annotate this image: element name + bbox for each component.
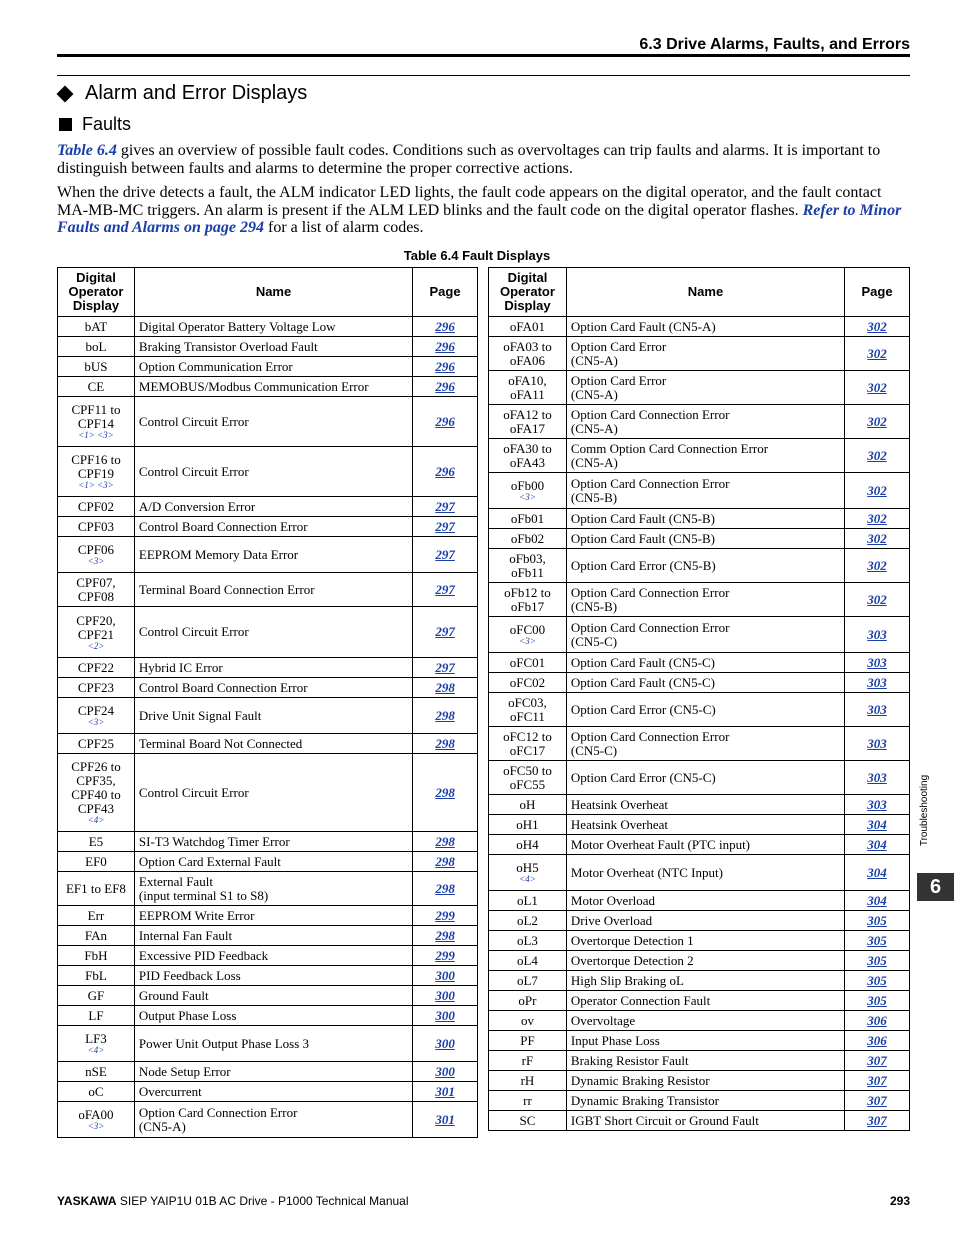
fault-name: EEPROM Memory Data Error bbox=[134, 537, 412, 573]
fault-name: Option Card Connection Error (CN5-B) bbox=[566, 473, 844, 509]
page-link[interactable]: 302 bbox=[845, 405, 910, 439]
page-link[interactable]: 307 bbox=[845, 1091, 910, 1111]
table-header-row bbox=[58, 268, 478, 317]
fault-name: Option Card Error (CN5-A) bbox=[566, 371, 844, 405]
fault-name: Node Setup Error bbox=[134, 1062, 412, 1082]
table-row bbox=[58, 966, 478, 986]
page-link[interactable]: 297 bbox=[413, 573, 478, 607]
fault-name: Overtorque Detection 1 bbox=[566, 931, 844, 951]
page-link[interactable]: 297 bbox=[413, 607, 478, 658]
table-row bbox=[489, 1111, 910, 1131]
page-link[interactable]: 303 bbox=[845, 673, 910, 693]
table-row bbox=[58, 832, 478, 852]
fault-code: nSE bbox=[58, 1062, 135, 1082]
page-link[interactable]: 298 bbox=[413, 734, 478, 754]
table-row bbox=[58, 357, 478, 377]
fault-code: oFC01 bbox=[489, 653, 567, 673]
fault-code: LF3 <4> bbox=[58, 1026, 135, 1062]
table-row bbox=[58, 317, 478, 337]
fault-name: Control Board Connection Error bbox=[134, 517, 412, 537]
table-row bbox=[58, 926, 478, 946]
fault-name: External Fault (input terminal S1 to S8) bbox=[134, 872, 412, 906]
table-row bbox=[58, 1026, 478, 1062]
table-row bbox=[489, 951, 910, 971]
fault-name: Terminal Board Not Connected bbox=[134, 734, 412, 754]
header-display: Digital Operator Display bbox=[58, 268, 135, 317]
intro-paragraph bbox=[57, 142, 912, 177]
fault-code: oFA12 to oFA17 bbox=[489, 405, 567, 439]
footnote-ref: <3> bbox=[87, 717, 105, 727]
fault-code: oFA01 bbox=[489, 317, 567, 337]
fault-code: FAn bbox=[58, 926, 135, 946]
fault-name: High Slip Braking oL bbox=[566, 971, 844, 991]
fault-code: SC bbox=[489, 1111, 567, 1131]
footnote-ref: <1> <3> bbox=[78, 480, 114, 490]
table-row bbox=[489, 991, 910, 1011]
fault-code: E5 bbox=[58, 832, 135, 852]
page-link[interactable]: 303 bbox=[845, 693, 910, 727]
table-row bbox=[58, 497, 478, 517]
page-link[interactable]: 296 bbox=[413, 317, 478, 337]
fault-table-left bbox=[57, 267, 478, 1138]
fault-name: Option Card Connection Error (CN5-B) bbox=[566, 583, 844, 617]
heading-faults bbox=[57, 114, 131, 135]
table-row bbox=[58, 734, 478, 754]
fault-name: SI-T3 Watchdog Timer Error bbox=[134, 832, 412, 852]
fault-code: CPF06 <3> bbox=[58, 537, 135, 573]
page-link[interactable]: 305 bbox=[845, 951, 910, 971]
page-link[interactable]: 304 bbox=[845, 891, 910, 911]
table-row bbox=[58, 1006, 478, 1026]
fault-name: PID Feedback Loss bbox=[134, 966, 412, 986]
fault-name: Ground Fault bbox=[134, 986, 412, 1006]
fault-name: Drive Overload bbox=[566, 911, 844, 931]
fault-code: oL4 bbox=[489, 951, 567, 971]
fault-code: oL2 bbox=[489, 911, 567, 931]
table-caption: Table 6.4 Fault Displays bbox=[403, 248, 551, 263]
table-row bbox=[489, 1031, 910, 1051]
fault-name: Dynamic Braking Transistor bbox=[566, 1091, 844, 1111]
minor-faults-link[interactable]: Refer to Minor Faults and Alarms on page 294 bbox=[57, 201, 902, 236]
table-row bbox=[489, 835, 910, 855]
para2-text: When the drive detects a fault, the ALM indicator LED lights, the fault code appears on the digital operator, and the fault contact MA-MB-MC triggers. An alarm is present if the ALM LED blinks and the fault code on the digital operator flashes. bbox=[57, 184, 882, 219]
page-link[interactable]: 307 bbox=[845, 1071, 910, 1091]
table-row bbox=[489, 337, 910, 371]
page-link[interactable]: 299 bbox=[413, 946, 478, 966]
page-link[interactable]: 296 bbox=[413, 377, 478, 397]
fault-name: Control Circuit Error bbox=[134, 607, 412, 658]
heading1-text: Alarm and Error Displays bbox=[85, 82, 308, 104]
table-row bbox=[58, 607, 478, 658]
page-link[interactable]: 298 bbox=[413, 698, 478, 734]
page-link[interactable]: 302 bbox=[845, 583, 910, 617]
fault-name: Excessive PID Feedback bbox=[134, 946, 412, 966]
fault-code: Err bbox=[58, 906, 135, 926]
page-link[interactable]: 297 bbox=[413, 497, 478, 517]
fault-code: CPF16 to CPF19 <1> <3> bbox=[58, 447, 135, 497]
fault-name: Option Card Fault (CN5-C) bbox=[566, 673, 844, 693]
page-link[interactable]: 297 bbox=[413, 517, 478, 537]
fault-code: boL bbox=[58, 337, 135, 357]
fault-name: IGBT Short Circuit or Ground Fault bbox=[566, 1111, 844, 1131]
table-row bbox=[489, 891, 910, 911]
page-link[interactable]: 298 bbox=[413, 852, 478, 872]
fault-name: Control Board Connection Error bbox=[134, 678, 412, 698]
fault-code: PF bbox=[489, 1031, 567, 1051]
fault-code: oFC03, oFC11 bbox=[489, 693, 567, 727]
page-link[interactable]: 303 bbox=[845, 653, 910, 673]
table-row bbox=[58, 517, 478, 537]
fault-code: oFb01 bbox=[489, 509, 567, 529]
fault-code: oL1 bbox=[489, 891, 567, 911]
page-link[interactable]: 304 bbox=[845, 815, 910, 835]
table-row bbox=[58, 337, 478, 357]
fault-code: oFb02 bbox=[489, 529, 567, 549]
heading-alarm-error-displays bbox=[57, 82, 307, 105]
page-link[interactable]: 305 bbox=[845, 971, 910, 991]
fault-code: EF1 to EF8 bbox=[58, 872, 135, 906]
table-row bbox=[58, 678, 478, 698]
table-row bbox=[489, 317, 910, 337]
fault-name: Dynamic Braking Resistor bbox=[566, 1071, 844, 1091]
fault-code: oL3 bbox=[489, 931, 567, 951]
page-link[interactable]: 307 bbox=[845, 1111, 910, 1131]
table-row bbox=[489, 795, 910, 815]
fault-name: Overtorque Detection 2 bbox=[566, 951, 844, 971]
page-link[interactable]: 303 bbox=[845, 617, 910, 653]
fault-name: Option Card External Fault bbox=[134, 852, 412, 872]
fault-name: Heatsink Overheat bbox=[566, 815, 844, 835]
fault-name: Option Card Connection Error (CN5-A) bbox=[566, 405, 844, 439]
fault-name: Option Card Error (CN5-A) bbox=[566, 337, 844, 371]
page-link[interactable]: 302 bbox=[845, 473, 910, 509]
footnote-ref: <3> bbox=[519, 492, 536, 502]
page-link[interactable]: 296 bbox=[413, 447, 478, 497]
page-link[interactable]: 300 bbox=[413, 1062, 478, 1082]
fault-code: CPF22 bbox=[58, 658, 135, 678]
table-row bbox=[58, 397, 478, 447]
page-link[interactable]: 302 bbox=[845, 371, 910, 405]
page-link[interactable]: 305 bbox=[845, 911, 910, 931]
fault-code: LF bbox=[58, 1006, 135, 1026]
header-page: Page bbox=[413, 268, 478, 317]
table-row bbox=[489, 911, 910, 931]
fault-name: Option Card Error (CN5-B) bbox=[566, 549, 844, 583]
table-link[interactable]: Table 6.4 bbox=[57, 142, 117, 159]
page-link[interactable]: 302 bbox=[845, 529, 910, 549]
fault-name: Motor Overheat (NTC Input) bbox=[566, 855, 844, 891]
page-link[interactable]: 302 bbox=[845, 549, 910, 583]
table-row bbox=[489, 509, 910, 529]
footnote-ref: <4> bbox=[87, 1045, 105, 1055]
page-link[interactable]: 298 bbox=[413, 678, 478, 698]
fault-name: Control Circuit Error bbox=[134, 447, 412, 497]
table-row bbox=[58, 754, 478, 832]
fault-code: oH5 <4> bbox=[489, 855, 567, 891]
fault-code: oFA30 to oFA43 bbox=[489, 439, 567, 473]
fault-name: Comm Option Card Connection Error (CN5-A) bbox=[566, 439, 844, 473]
table-row bbox=[58, 377, 478, 397]
page-link[interactable]: 300 bbox=[413, 1006, 478, 1026]
fault-name: Option Card Connection Error (CN5-C) bbox=[566, 727, 844, 761]
table-row bbox=[489, 761, 910, 795]
fault-code: oH1 bbox=[489, 815, 567, 835]
fault-code: CPF02 bbox=[58, 497, 135, 517]
table-row bbox=[489, 473, 910, 509]
page-link[interactable]: 296 bbox=[413, 397, 478, 447]
table-row bbox=[489, 1011, 910, 1031]
table-row bbox=[58, 573, 478, 607]
page-link[interactable]: 306 bbox=[845, 1031, 910, 1051]
footnote-ref: <3> bbox=[87, 556, 105, 566]
page-link[interactable]: 305 bbox=[845, 991, 910, 1011]
fault-code: rH bbox=[489, 1071, 567, 1091]
side-section-label bbox=[917, 774, 941, 857]
fault-code: oC bbox=[58, 1082, 135, 1102]
table-row bbox=[489, 439, 910, 473]
fault-name: MEMOBUS/Modbus Communication Error bbox=[134, 377, 412, 397]
table-row bbox=[58, 1082, 478, 1102]
header-rule bbox=[57, 54, 910, 57]
table-row bbox=[58, 1102, 478, 1138]
fault-name: EEPROM Write Error bbox=[134, 906, 412, 926]
fault-name: Option Communication Error bbox=[134, 357, 412, 377]
chapter-tab[interactable]: 6 bbox=[917, 873, 954, 901]
footer-brand: YASKAWA bbox=[57, 1194, 117, 1208]
fault-code: CPF23 bbox=[58, 678, 135, 698]
fault-name: Option Card Error (CN5-C) bbox=[566, 693, 844, 727]
page-link[interactable]: 302 bbox=[845, 509, 910, 529]
fault-name: Overcurrent bbox=[134, 1082, 412, 1102]
fault-name: Input Phase Loss bbox=[566, 1031, 844, 1051]
fault-code: CPF25 bbox=[58, 734, 135, 754]
page-link[interactable]: 302 bbox=[845, 337, 910, 371]
page-link[interactable]: 302 bbox=[845, 317, 910, 337]
table-header-row bbox=[489, 268, 910, 317]
fault-code: oFA03 to oFA06 bbox=[489, 337, 567, 371]
page-link[interactable]: 300 bbox=[413, 986, 478, 1006]
fault-name: Option Card Error (CN5-C) bbox=[566, 761, 844, 795]
footnote-ref: <4> bbox=[519, 874, 536, 884]
page-link[interactable]: 297 bbox=[413, 658, 478, 678]
page-link[interactable]: 305 bbox=[845, 931, 910, 951]
fault-code: oFC00 <3> bbox=[489, 617, 567, 653]
fault-name: Drive Unit Signal Fault bbox=[134, 698, 412, 734]
fault-name: Control Circuit Error bbox=[134, 754, 412, 832]
table-row bbox=[489, 1071, 910, 1091]
fault-code: CPF26 to CPF35, CPF40 to CPF43 <4> bbox=[58, 754, 135, 832]
fault-name: Option Card Fault (CN5-B) bbox=[566, 509, 844, 529]
table-row bbox=[58, 1062, 478, 1082]
page-link[interactable]: 301 bbox=[413, 1082, 478, 1102]
diamond-bullet-icon bbox=[57, 85, 74, 102]
page-link[interactable]: 297 bbox=[413, 537, 478, 573]
footnote-ref: <1> <3> bbox=[78, 430, 114, 440]
table-row bbox=[489, 693, 910, 727]
fault-code: CPF24 <3> bbox=[58, 698, 135, 734]
fault-name: Hybrid IC Error bbox=[134, 658, 412, 678]
fault-code: oFC50 to oFC55 bbox=[489, 761, 567, 795]
fault-name: Heatsink Overheat bbox=[566, 795, 844, 815]
footnote-ref: <4> bbox=[87, 815, 105, 825]
fault-code: CPF07, CPF08 bbox=[58, 573, 135, 607]
page-link[interactable]: 300 bbox=[413, 1026, 478, 1062]
fault-code: CPF11 to CPF14 <1> <3> bbox=[58, 397, 135, 447]
fault-code: EF0 bbox=[58, 852, 135, 872]
fault-code: CPF20, CPF21 <2> bbox=[58, 607, 135, 658]
table-row bbox=[58, 447, 478, 497]
page-link[interactable]: 307 bbox=[845, 1051, 910, 1071]
fault-name: Overvoltage bbox=[566, 1011, 844, 1031]
page-link[interactable]: 306 bbox=[845, 1011, 910, 1031]
table-row bbox=[58, 658, 478, 678]
fault-name: Terminal Board Connection Error bbox=[134, 573, 412, 607]
page-link[interactable]: 302 bbox=[845, 439, 910, 473]
fault-name: Operator Connection Fault bbox=[566, 991, 844, 1011]
table-row bbox=[489, 1051, 910, 1071]
page-link[interactable]: 301 bbox=[413, 1102, 478, 1138]
table-row bbox=[489, 1091, 910, 1111]
fault-name: Power Unit Output Phase Loss 3 bbox=[134, 1026, 412, 1062]
side-label-text: Troubleshooting bbox=[919, 774, 931, 847]
footer-text: SIEP YAIP1U 01B AC Drive - P1000 Technical Manual bbox=[116, 1194, 409, 1208]
fault-code: oFb03, oFb11 bbox=[489, 549, 567, 583]
fault-code: oL7 bbox=[489, 971, 567, 991]
fault-code: oH bbox=[489, 795, 567, 815]
fault-code: CE bbox=[58, 377, 135, 397]
fault-name: Braking Resistor Fault bbox=[566, 1051, 844, 1071]
page-link[interactable]: 298 bbox=[413, 832, 478, 852]
fault-name: Option Card Fault (CN5-B) bbox=[566, 529, 844, 549]
table-row bbox=[58, 698, 478, 734]
table-row bbox=[489, 931, 910, 951]
page-link[interactable]: 299 bbox=[413, 906, 478, 926]
fault-code: GF bbox=[58, 986, 135, 1006]
square-bullet-icon bbox=[59, 118, 72, 131]
page-link[interactable]: 296 bbox=[413, 357, 478, 377]
fault-name: Internal Fan Fault bbox=[134, 926, 412, 946]
table-row bbox=[58, 906, 478, 926]
table-row bbox=[489, 405, 910, 439]
table-row bbox=[489, 971, 910, 991]
header-display: Digital Operator Display bbox=[489, 268, 567, 317]
fault-table-right bbox=[488, 267, 910, 1131]
para1-text: gives an overview of possible fault codes. Conditions such as overvoltages can trip faults and alarms. It is important to distinguish between faults and alarms to determine the proper corrective actions. bbox=[57, 142, 881, 177]
fault-code: oH4 bbox=[489, 835, 567, 855]
footnote-ref: <3> bbox=[519, 636, 536, 646]
fault-code: rF bbox=[489, 1051, 567, 1071]
section-header: 6.3 Drive Alarms, Faults, and Errors bbox=[639, 36, 910, 53]
table-row bbox=[489, 673, 910, 693]
table-row bbox=[58, 872, 478, 906]
page-link[interactable]: 304 bbox=[845, 835, 910, 855]
footnote-ref: <2> bbox=[87, 640, 105, 651]
fault-code: FbH bbox=[58, 946, 135, 966]
para2-tail: for a list of alarm codes. bbox=[264, 219, 424, 236]
table-row bbox=[58, 852, 478, 872]
fault-code: CPF03 bbox=[58, 517, 135, 537]
header-name: Name bbox=[134, 268, 412, 317]
fault-code: bUS bbox=[58, 357, 135, 377]
fault-paragraph bbox=[57, 184, 912, 237]
header-rule-thin bbox=[57, 75, 910, 76]
page-link[interactable]: 303 bbox=[845, 761, 910, 795]
fault-code: oFA00 <3> bbox=[58, 1102, 135, 1138]
fault-name: Option Card Fault (CN5-A) bbox=[566, 317, 844, 337]
fault-name: Braking Transistor Overload Fault bbox=[134, 337, 412, 357]
fault-code: rr bbox=[489, 1091, 567, 1111]
fault-name: Control Circuit Error bbox=[134, 397, 412, 447]
table-row bbox=[489, 855, 910, 891]
page-link[interactable]: 303 bbox=[845, 727, 910, 761]
page-link[interactable]: 298 bbox=[413, 926, 478, 946]
fault-name: Option Card Connection Error (CN5-A) bbox=[134, 1102, 412, 1138]
page-link[interactable]: 304 bbox=[845, 855, 910, 891]
fault-code: bAT bbox=[58, 317, 135, 337]
fault-code: oFb00 <3> bbox=[489, 473, 567, 509]
page-number: 293 bbox=[889, 1194, 910, 1208]
footnote-ref: <3> bbox=[87, 1121, 105, 1131]
page-link[interactable]: 296 bbox=[413, 337, 478, 357]
fault-name: Output Phase Loss bbox=[134, 1006, 412, 1026]
header-name: Name bbox=[566, 268, 844, 317]
table-row bbox=[489, 653, 910, 673]
fault-code: oFA10, oFA11 bbox=[489, 371, 567, 405]
table-row bbox=[58, 946, 478, 966]
fault-name: A/D Conversion Error bbox=[134, 497, 412, 517]
page-link[interactable]: 300 bbox=[413, 966, 478, 986]
fault-code: ov bbox=[489, 1011, 567, 1031]
page-link[interactable]: 298 bbox=[413, 872, 478, 906]
fault-code: FbL bbox=[58, 966, 135, 986]
table-row bbox=[489, 549, 910, 583]
fault-code: oFb12 to oFb17 bbox=[489, 583, 567, 617]
fault-name: Option Card Fault (CN5-C) bbox=[566, 653, 844, 673]
table-row bbox=[489, 583, 910, 617]
table-row bbox=[489, 371, 910, 405]
fault-name: Digital Operator Battery Voltage Low bbox=[134, 317, 412, 337]
fault-name: Motor Overload bbox=[566, 891, 844, 911]
table-row bbox=[489, 529, 910, 549]
fault-code: oFC12 to oFC17 bbox=[489, 727, 567, 761]
page-link[interactable]: 298 bbox=[413, 754, 478, 832]
heading2-text: Faults bbox=[82, 114, 132, 134]
fault-name: Motor Overheat Fault (PTC input) bbox=[566, 835, 844, 855]
fault-code: oPr bbox=[489, 991, 567, 1011]
header-page: Page bbox=[845, 268, 910, 317]
table-row bbox=[489, 727, 910, 761]
page-link[interactable]: 303 bbox=[845, 795, 910, 815]
footer bbox=[57, 1194, 409, 1208]
fault-name: Option Card Connection Error (CN5-C) bbox=[566, 617, 844, 653]
table-row bbox=[489, 617, 910, 653]
table-row bbox=[489, 815, 910, 835]
table-row bbox=[58, 986, 478, 1006]
table-row bbox=[58, 537, 478, 573]
fault-code: oFC02 bbox=[489, 673, 567, 693]
